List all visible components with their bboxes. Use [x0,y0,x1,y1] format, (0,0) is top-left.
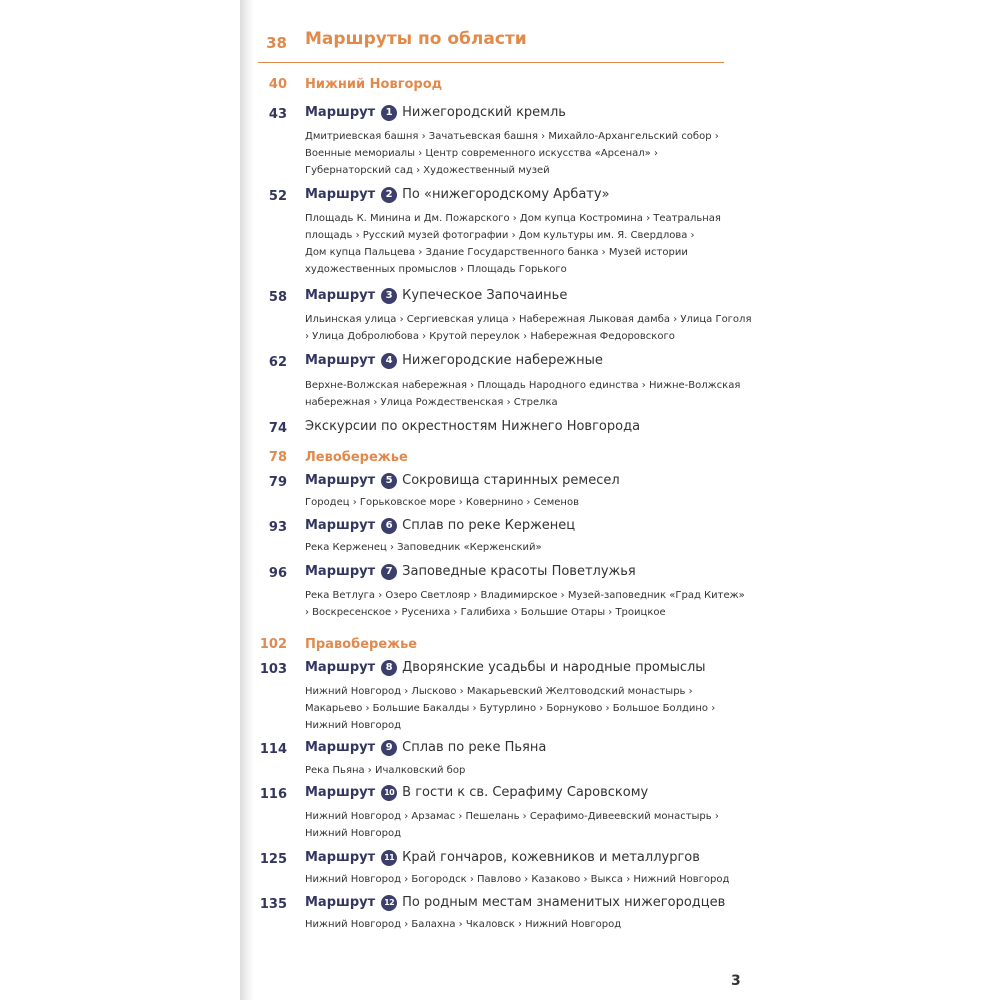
section-title: Нижний Новгород [305,77,443,92]
route-stops-line: Река Керженец › Заповедник «Керженский» [305,542,542,553]
route-label: Маршрут [305,564,376,579]
route-heading[interactable] [305,785,648,801]
route-title: Край гончаров, кожевников и металлургов [402,850,700,865]
left-blank-margin [0,0,240,1000]
route-page-number: 114 [259,742,287,757]
route-number-badge: 7 [381,564,397,580]
route-page-number: 79 [268,475,287,490]
route-stops-line: Губернаторский сад › Художественный музей [305,165,550,176]
route-page-number: 43 [268,107,287,122]
excursions-page-number: 74 [268,421,287,436]
route-label: Маршрут [305,187,376,202]
route-stops [305,210,721,278]
route-heading[interactable] [305,353,603,369]
route-stops [305,377,740,411]
route-number-badge: 9 [381,740,397,756]
route-stops-line: Река Пьяна › Ичалковский бор [305,765,466,776]
route-stops [305,916,621,933]
route-heading[interactable] [305,660,706,676]
route-title: По «нижегородскому Арбату» [402,187,610,202]
route-stops-line: Ильинская улица › Сергиевская улица › Набережная Лыковая дамба › Улица Гоголя [305,314,752,325]
route-heading[interactable] [305,564,636,580]
route-heading[interactable] [305,895,725,911]
route-stops-line: Нижний Новгород › Арзамас › Пешелань › Серафимо-Дивеевский монастырь › [305,811,719,822]
route-stops [305,683,715,734]
route-stops-line: Дмитриевская башня › Зачатьевская башня › Михайло-Архангельский собор › [305,131,719,142]
route-page-number: 125 [259,852,287,867]
route-stops-line: Нижний Новгород [305,828,402,839]
route-heading[interactable] [305,473,620,489]
route-page-number: 96 [268,566,287,581]
route-stops [305,762,465,779]
route-stops [305,494,579,511]
route-stops-line: Нижний Новгород [305,720,402,731]
route-stops-line: Военные мемориалы › Центр современного искусства «Арсенал» › [305,148,658,159]
route-title: В гости к св. Серафиму Саровскому [402,785,649,800]
route-stops-line: Верхне-Волжская набережная › Площадь Народного единства › Нижне-Волжская [305,380,741,391]
route-number-badge: 8 [381,660,397,676]
route-page-number: 93 [268,520,287,535]
route-title: Сокровища старинных ремесел [402,473,620,488]
route-heading[interactable] [305,105,566,121]
route-stops [305,587,745,621]
section-page-number: 78 [268,450,287,465]
route-stops-line: Река Ветлуга › Озеро Светлояр › Владимирское › Музей-заповедник «Град Китеж» [305,590,745,601]
route-number-badge: 5 [381,473,397,489]
route-stops-line: Городец › Горьковское море › Ковернино › Семенов [305,497,579,508]
route-stops [305,871,729,888]
route-page-number: 58 [268,290,287,305]
route-heading[interactable] [305,740,546,756]
route-title: Нижегородские набережные [402,353,603,368]
route-heading[interactable] [305,518,575,534]
route-page-number: 62 [268,355,287,370]
route-number-badge: 2 [381,187,397,203]
toc-page [254,0,1000,1000]
route-title: По родным местам знаменитых нижегородцев [402,895,726,910]
route-number-badge: 1 [381,105,397,121]
header-page-number: 38 [266,34,287,52]
section-title: Правобережье [305,637,418,652]
route-stops [305,311,751,345]
folio-page-number: 3 [731,973,741,989]
route-page-number: 116 [259,787,287,802]
route-stops-line: › Улица Добролюбова › Крутой переулок › Набережная Федоровского [305,331,675,342]
header-title: Маршруты по области [305,29,527,49]
route-label: Маршрут [305,353,376,368]
section-page-number: 40 [268,77,287,92]
route-number-badge: 6 [381,518,397,534]
route-stops-line: набережная › Улица Рождественская › Стрелка [305,397,558,408]
section-title: Левобережье [305,450,408,465]
route-stops-line: Дом купца Пальцева › Здание Государственного банка › Музей истории [305,247,688,258]
route-stops-line: художественных промыслов › Площадь Горького [305,264,567,275]
route-heading[interactable] [305,850,700,866]
route-stops-line: Макарьево › Большие Бакалды › Бутурлино › Борнуково › Большое Болдино › [305,703,716,714]
route-stops [305,539,542,556]
route-stops-line: Нижний Новгород › Лысково › Макарьевский Желтоводский монастырь › [305,686,693,697]
route-label: Маршрут [305,660,376,675]
route-stops-line: Нижний Новгород › Балахна › Чкаловск › Нижний Новгород [305,919,622,930]
section-page-number: 102 [259,637,287,652]
route-page-number: 103 [259,662,287,677]
route-number-badge: 3 [381,288,397,304]
route-title: Нижегородский кремль [402,105,566,120]
route-heading[interactable] [305,187,610,203]
route-label: Маршрут [305,895,376,910]
route-number-badge: 4 [381,353,397,369]
route-stops [305,808,719,842]
route-label: Маршрут [305,785,376,800]
route-label: Маршрут [305,288,376,303]
route-label: Маршрут [305,518,376,533]
route-label: Маршрут [305,105,376,120]
route-number-badge: 10 [381,785,397,801]
route-stops-line: Нижний Новгород › Богородск › Павлово › Казаково › Выкса › Нижний Новгород [305,874,730,885]
excursions-title[interactable]: Экскурсии по окрестностям Нижнего Новгорода [305,419,641,434]
route-title: Купеческое Започаинье [402,288,568,303]
route-title: Заповедные красоты Поветлужья [402,564,636,579]
route-stops-line: › Воскресенское › Русениха › Галибиха › Большие Отары › Троицкое [305,607,666,618]
route-page-number: 52 [268,189,287,204]
route-label: Маршрут [305,850,376,865]
header-rule [258,62,724,63]
route-title: Сплав по реке Керженец [402,518,576,533]
page-gutter-shadow [240,0,254,1000]
route-stops-line: Площадь К. Минина и Дм. Пожарского › Дом купца Костромина › Театральная [305,213,721,224]
route-heading[interactable] [305,288,567,304]
route-stops-line: площадь › Русский музей фотографии › Дом культуры им. Я. Свердлова › [305,230,695,241]
route-page-number: 135 [259,897,287,912]
route-number-badge: 12 [381,895,397,911]
route-stops [305,128,719,179]
route-label: Маршрут [305,473,376,488]
route-title: Дворянские усадьбы и народные промыслы [402,660,706,675]
route-title: Сплав по реке Пьяна [402,740,547,755]
route-label: Маршрут [305,740,376,755]
route-number-badge: 11 [381,850,397,866]
